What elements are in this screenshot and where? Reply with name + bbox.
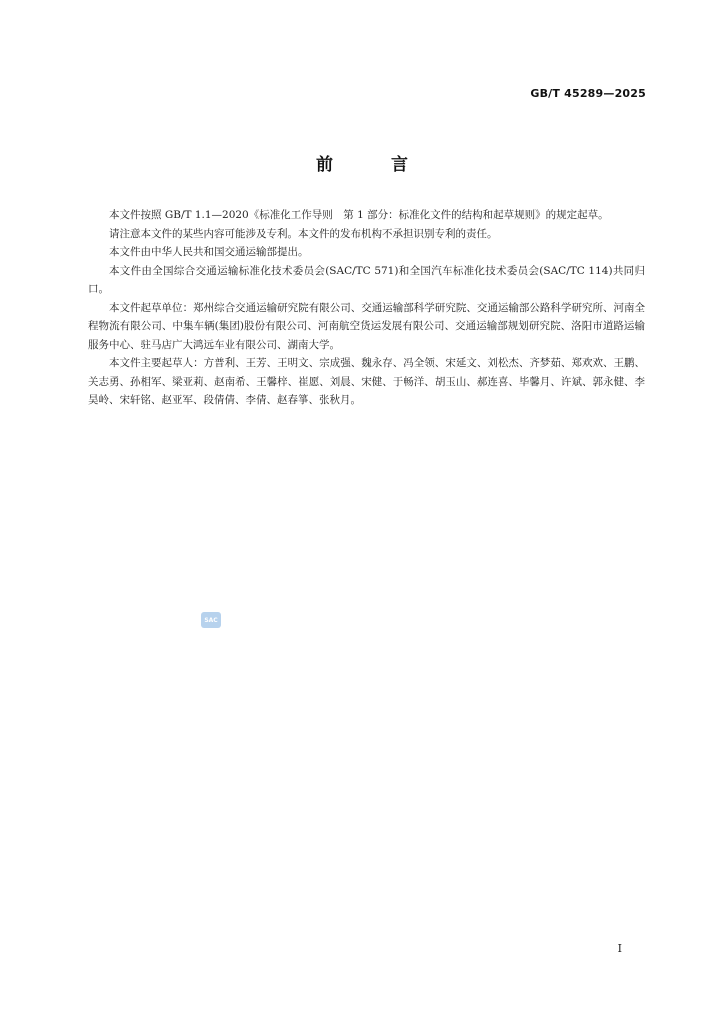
sac-logo-text: SAC <box>204 616 218 624</box>
paragraph-proposer: 本文件由中华人民共和国交通运输部提出。 <box>109 246 309 258</box>
foreword-body <box>88 206 645 410</box>
paragraph-technical-committee: 本文件由全国综合交通运输标准化技术委员会(SAC/TC 571)和全国汽车标准化技术委员会(SAC/TC 114)共同归口。 <box>88 264 645 295</box>
page-title: 前 言 <box>316 155 434 175</box>
paragraph-patent-notice: 请注意本文件的某些内容可能涉及专利。本文件的发布机构不承担识别专利的责任。 <box>109 227 498 240</box>
paragraph-drafting-rules: 本文件按照 GB/T 1.1—2020《标准化工作导则 第 1 部分：标准化文件的结构和起草规则》的规定起草。 <box>109 209 609 221</box>
sac-logo-icon <box>201 612 221 628</box>
paragraph-drafters: 本文件主要起草人：方普利、王芳、王明文、宗成强、魏永存、冯全领、宋延文、刘松杰、齐梦茹、郑欢欢、王鹏、关志勇、孙相军、梁亚莉、赵南希、王馨梓、崔愿、刘晨、宋健、于畅洋、胡玉山、郝连喜、毕馨月、许斌、郭永健、李昊岭、宋轩铭、赵亚军、段倩倩、李倩、赵春箏、张秋月。 <box>88 357 645 406</box>
standard-number: GB/T 45289—2025 <box>530 87 646 100</box>
paragraph-drafting-units: 本文件起草单位：郑州综合交通运输研究院有限公司、交通运输部科学研究院、交通运输部公路科学研究所、河南全程物流有限公司、中集车辆(集团)股份有限公司、河南航空货运发展有限公司、交通运输部规划研究院、洛阳市道路运输服务中心、驻马店广大鸿远车业有限公司、湖南大学。 <box>88 301 645 351</box>
page-number: I <box>617 942 622 955</box>
